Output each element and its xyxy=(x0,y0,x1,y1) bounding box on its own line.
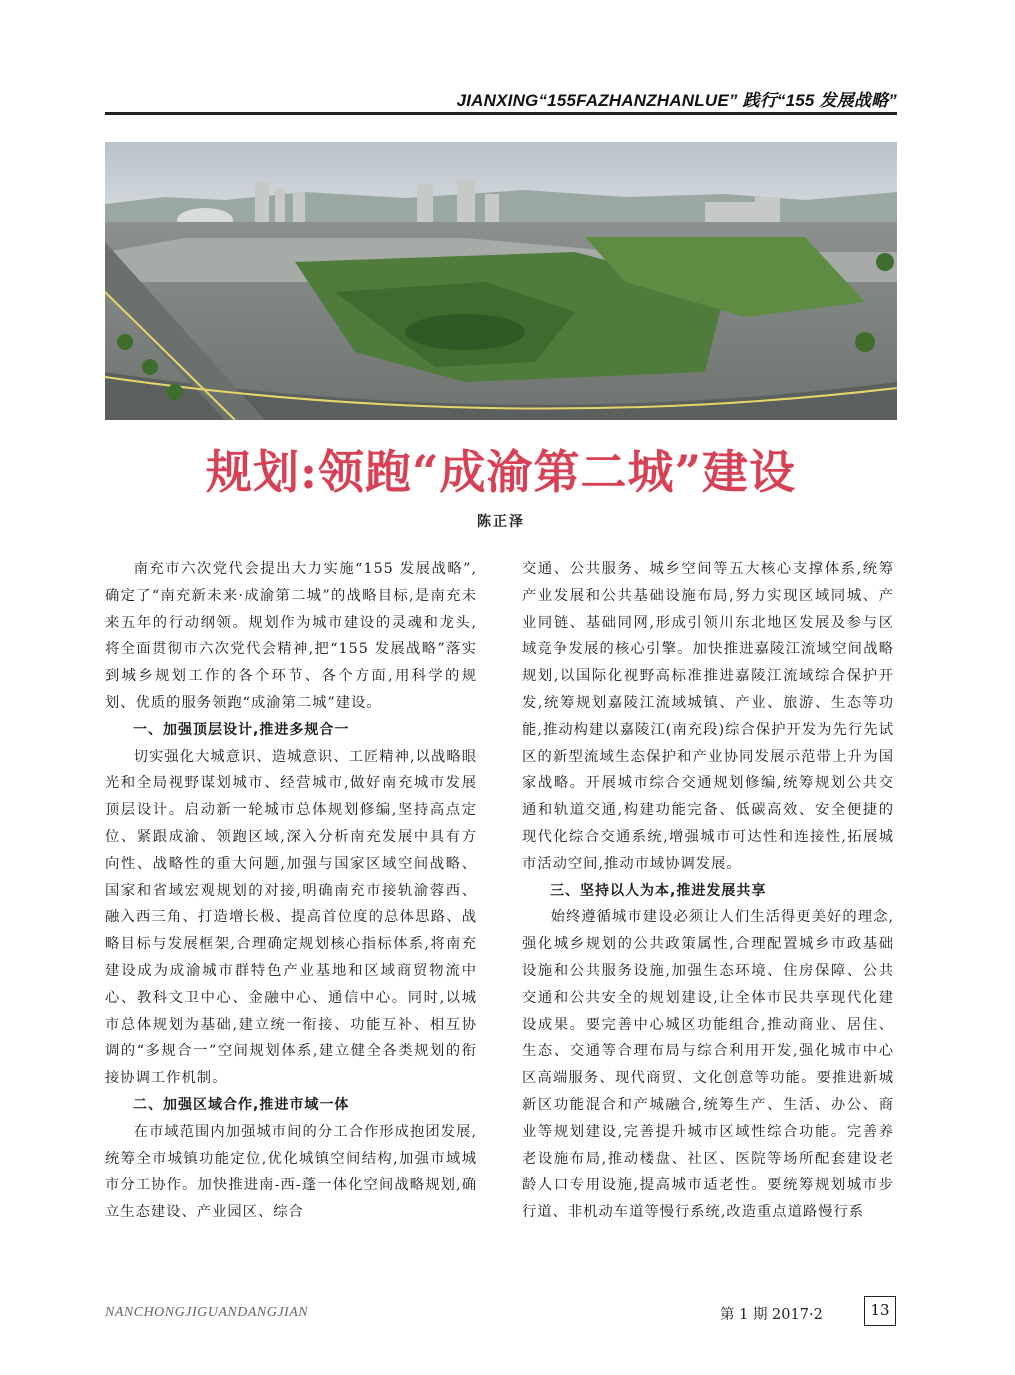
section-heading-2: 二、加强区域合作,推进市域一体 xyxy=(133,1096,350,1113)
running-header-text: JIANXING“155FAZHANZHANLUE” 践行“155 发展战略” xyxy=(456,91,897,110)
paragraph-continued: 交通、公共服务、城乡空间等五大核心支撑体系,统筹产业发展和公共基础设施布局,努力实现区域同城、产业同链、基础同网,形成引领川东北地区发展及参与区域竞争发展的核心引擎。加快推进嘉陵江流域空间战略规划,以国际化视野高标准推进嘉陵江流域综合保护开发,统筹规划嘉陵江流域城镇、产业、旅游、生态等功能,推动构建以嘉陵江(南充段)综合保护开发为先行先试区的新型流域生态保护和产业协同发展示范带上升为国家战略。开展城市综合交通规划修编,统筹规划公共交通和轨道交通,构建功能完备、低碳高效、安全便捷的现代化综合交通系统,增强城市可达性和连接性,拓展城市活动空间,推动市域协调发展。 xyxy=(522,561,894,872)
page-number: 13 xyxy=(864,1296,896,1326)
paragraph: 始终遵循城市建设必须让人们生活得更美好的理念,强化城乡规划的公共政策属性,合理配置城乡市政基础设施和公共服务设施,加强生态环境、住房保障、公共交通和公共安全的规划建设,让全体市民共享现代化建设成果。要完善中心城区功能组合,推动商业、居住、生态、交通等合理布局与综合利用开发,强化城市中心区高端服务、现代商贸、文化创意等功能。要推进新城新区功能混合和产城融合,统筹生产、生活、办公、商业等规划建设,完善提升城市区域性综合功能。完善养老设施布局,推动楼盘、社区、医院等场所配套建设老龄人口专用设施,提高城市适老性。要统筹规划城市步行道、非机动车道等慢行系统,改造重点道路慢行系 xyxy=(522,909,894,1221)
article-author: 陈正泽 xyxy=(477,514,525,530)
running-header xyxy=(105,86,897,116)
section-heading-1: 一、加强顶层设计,推进多规合一 xyxy=(133,721,350,738)
city-plaza-photo xyxy=(105,142,897,420)
journal-footer: NANCHONGJIGUANDANGJIAN xyxy=(105,1305,309,1320)
paragraph: 南充市六次党代会提出大力实施“155 发展战略”,确定了“南充新未来·成渝第二城”的战略目标,是南充未来五年的行动纲领。规划作为城市建设的灵魂和龙头,将全面贯彻市六次党代会精神,把“155 发展战略”落实到城乡规划工作的各个环节、各个方面,用科学的规划、优质的服务领跑“成渝第二城”建设。 xyxy=(105,561,477,711)
article-title: 规划:领跑“成渝第二城”建设 xyxy=(206,445,796,499)
right-column xyxy=(522,556,894,1276)
paragraph: 切实强化大城意识、造城意识、工匠精神,以战略眼光和全局视野谋划城市、经营城市,做好南充城市发展顶层设计。启动新一轮城市总体规划修编,坚持高点定位、紧跟成渝、领跑区域,深入分析南充发展中具有方向性、战略性的重大问题,加强与国家区域空间战略、国家和省域宏观规划的对接,明确南充市接轨渝蓉西、融入西三角、打造增长极、提高首位度的总体思路、战略目标与发展框架,合理确定规划核心指标体系,将南充建设成为成渝城市群特色产业基地和区域商贸物流中心、教科文卫中心、金融中心、通信中心。同时,以城市总体规划为基础,建立统一衔接、功能互补、相互协调的“多规合一”空间规划体系,建立健全各类规划的衔接协调工作机制。 xyxy=(105,748,477,1087)
header-rule xyxy=(105,112,897,115)
left-column xyxy=(105,556,477,1276)
paragraph: 在市域范围内加强城市间的分工合作形成抱团发展,统筹全市城镇功能定位,优化城镇空间结构,加强市域城市分工协作。加快推进南-西-蓬一体化空间战略规划,确立生态建设、产业园区、综合 xyxy=(105,1123,477,1221)
issue-info: 第 1 期 2017·2 xyxy=(720,1307,823,1323)
section-heading-3: 三、坚持以人为本,推进发展共享 xyxy=(550,882,767,899)
